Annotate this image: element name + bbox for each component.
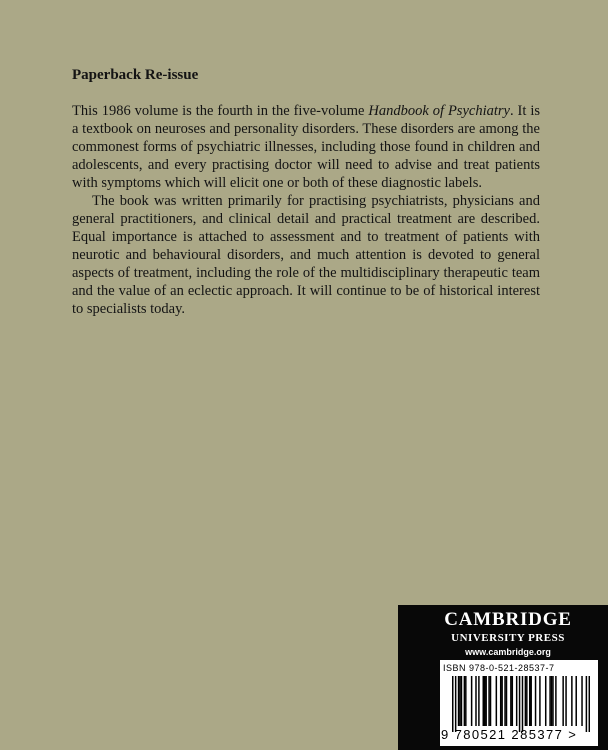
description-text bbox=[72, 102, 540, 318]
publisher-block bbox=[398, 605, 608, 750]
barcode-bar bbox=[552, 676, 554, 726]
barcode-bar bbox=[522, 676, 524, 732]
barcode-bar bbox=[484, 676, 486, 726]
barcode-bar bbox=[581, 676, 583, 726]
publisher-name: CAMBRIDGE bbox=[444, 609, 572, 630]
barcode-bar bbox=[575, 676, 577, 726]
barcode-bar bbox=[475, 676, 477, 726]
section-heading: Paperback Re-issue bbox=[72, 67, 199, 83]
barcode-bar bbox=[464, 676, 466, 726]
barcode-image bbox=[452, 676, 590, 732]
barcode-bar bbox=[529, 676, 531, 726]
barcode-bar bbox=[549, 676, 551, 726]
isbn-label: ISBN 978-0-521-28537-7 bbox=[443, 663, 555, 673]
barcode-bar bbox=[526, 676, 528, 726]
paragraph-1-rest: . It is a textbook on neuroses and personality disorders. These disorders are among the commonest forms of psychiatric illnesses, including those found in children and adolescents, and every practising doctor will need to advise and treat patients with symptoms which will elicit one or both of these diagnostic labels. bbox=[72, 103, 540, 191]
barcode-bar bbox=[488, 676, 490, 726]
barcode-bar bbox=[459, 676, 461, 726]
barcode-bar bbox=[506, 676, 508, 726]
barcode-bar bbox=[504, 676, 506, 726]
series-title: Handbook of Psychiatry bbox=[368, 103, 510, 119]
ean-digits: 9 780521 285377 > bbox=[441, 727, 578, 742]
barcode-bar bbox=[490, 676, 492, 726]
description-paragraph-2: The book was written primarily for practising psychiatrists, physicians and general practitioners, and clinical detail and practical treatment are described. Equal importance is attached to assessment and to treatment of patients with neurotic and behavioural disorders, and much attention is devoted to general aspects of treatment, including the role of the multidisciplinary therapeutic team and the value of an eclectic approach. It will continue to be of historical interest to specialists today. bbox=[72, 193, 540, 317]
barcode-bar bbox=[571, 676, 573, 726]
barcode-bar bbox=[565, 676, 567, 726]
barcode-bar bbox=[512, 676, 514, 726]
barcode-bar bbox=[555, 676, 557, 726]
barcode-bar bbox=[471, 676, 473, 726]
barcode-bar bbox=[465, 676, 467, 726]
barcode-bar bbox=[551, 676, 553, 726]
barcode-bar bbox=[483, 676, 485, 726]
barcode-bar bbox=[478, 676, 480, 726]
barcode-bar bbox=[501, 676, 503, 726]
barcode-bar bbox=[589, 676, 590, 732]
barcode-bar bbox=[530, 676, 532, 726]
barcode-panel bbox=[440, 660, 598, 746]
barcode-bar bbox=[539, 676, 541, 726]
publisher-url: www.cambridge.org bbox=[465, 647, 551, 657]
barcode-bar bbox=[525, 676, 527, 726]
barcode-bar bbox=[458, 676, 460, 726]
paragraph-1-lead: This 1986 volume is the fourth in the five-volume bbox=[72, 103, 369, 119]
barcode-bar bbox=[586, 676, 588, 732]
barcode-bar bbox=[545, 676, 547, 726]
barcode-bar bbox=[496, 676, 498, 726]
barcode-bar bbox=[452, 676, 454, 732]
barcode-bar bbox=[500, 676, 502, 726]
barcode-bar bbox=[519, 676, 521, 732]
barcode-bar bbox=[485, 676, 487, 726]
barcode-bar bbox=[562, 676, 564, 726]
barcode-bar bbox=[535, 676, 537, 726]
barcode-bar bbox=[455, 676, 457, 732]
barcode-bar bbox=[461, 676, 463, 726]
description-paragraph-1 bbox=[72, 102, 540, 192]
barcode-bar bbox=[516, 676, 518, 726]
publisher-subtitle: UNIVERSITY PRESS bbox=[451, 632, 565, 644]
barcode-bar bbox=[510, 676, 512, 726]
